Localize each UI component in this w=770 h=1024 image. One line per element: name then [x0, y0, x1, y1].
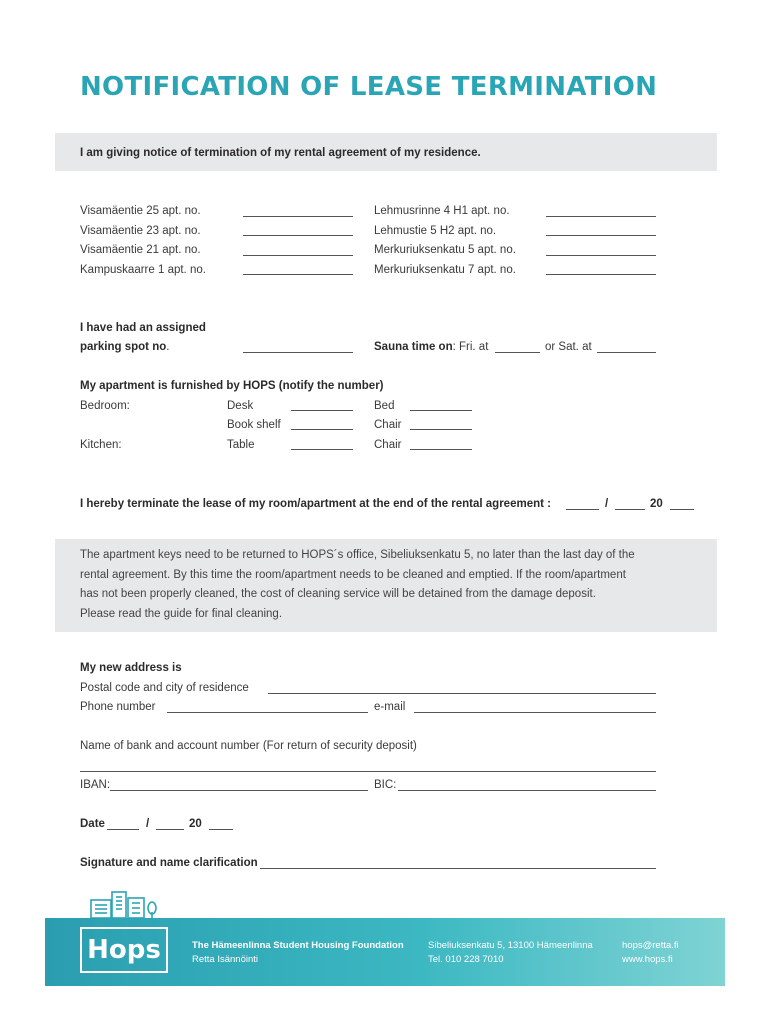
parking-spot-field[interactable] — [243, 352, 353, 353]
phone-field[interactable] — [167, 712, 368, 713]
intro-text: I am giving notice of termination of my rental agreement of my residence. — [80, 147, 481, 159]
sauna-label-bold: Sauna time on — [374, 341, 453, 353]
desk-count-field[interactable] — [291, 410, 353, 411]
email-field[interactable] — [414, 712, 656, 713]
parking-label-line1: I have had an assigned — [80, 322, 206, 334]
keys-line-2: rental agreement. By this time the room/apartment needs to be cleaned and emptied. If the room/apartment — [80, 568, 626, 581]
address-right-1: Lehmusrinne 4 H1 apt. no. — [374, 205, 510, 217]
address-right-4: Merkuriuksenkatu 7 apt. no. — [374, 264, 516, 276]
bookshelf-label: Book shelf — [227, 419, 281, 431]
address-right-3: Merkuriuksenkatu 5 apt. no. — [374, 244, 516, 256]
parking-label-line2 — [80, 340, 169, 354]
terminate-month-field[interactable] — [615, 509, 645, 510]
buildings-icon — [88, 888, 160, 918]
sauna-sat-label: or Sat. at — [545, 341, 592, 353]
apt-field-left-1[interactable] — [243, 216, 353, 217]
keys-line-4: Please read the guide for final cleaning. — [80, 607, 283, 620]
table-count-field[interactable] — [291, 449, 353, 450]
footer-tel: Tel. 010 228 7010 — [428, 954, 504, 965]
bank-field[interactable] — [80, 771, 656, 772]
bed-count-field[interactable] — [410, 410, 472, 411]
address-right-2: Lehmustie 5 H2 apt. no. — [374, 225, 497, 237]
apt-field-left-2[interactable] — [243, 235, 353, 236]
sauna-sat-field[interactable] — [597, 352, 656, 353]
terminate-day-field[interactable] — [566, 509, 599, 510]
apt-field-right-3[interactable] — [546, 255, 656, 256]
apt-field-left-4[interactable] — [243, 274, 353, 275]
sauna-label — [374, 340, 488, 354]
phone-label: Phone number — [80, 701, 156, 713]
chair-label-2: Chair — [374, 439, 402, 451]
desk-label: Desk — [227, 400, 254, 412]
footer-web-link[interactable]: www.hops.fi — [622, 954, 673, 965]
iban-field[interactable] — [110, 790, 368, 791]
keys-line-1: The apartment keys need to be returned to HOPS´s office, Sibeliuksenkatu 5, no later than the last day of the — [80, 549, 635, 561]
footer-email-link[interactable]: hops@retta.fi — [622, 940, 679, 951]
furnished-heading: My apartment is furnished by HOPS (notify the number) — [80, 380, 384, 392]
table-label: Table — [227, 439, 255, 451]
date-label: Date — [80, 818, 105, 830]
apt-field-right-4[interactable] — [546, 274, 656, 275]
keys-line-3: has not been properly cleaned, the cost of cleaning service will be detained from the damage deposit. — [80, 588, 596, 600]
chair-count-field-2[interactable] — [410, 449, 472, 450]
bank-label: Name of bank and account number (For return of security deposit) — [80, 740, 417, 752]
date-slash: / — [146, 818, 150, 830]
sauna-fri-label: : Fri. at — [452, 341, 489, 353]
footer-org: The Hämeenlinna Student Housing Foundation — [192, 940, 404, 951]
date-day-field[interactable] — [107, 829, 139, 830]
apt-field-left-3[interactable] — [243, 255, 353, 256]
postal-field[interactable] — [268, 693, 656, 694]
postal-label: Postal code and city of residence — [80, 682, 249, 694]
bookshelf-count-field[interactable] — [291, 429, 353, 430]
bic-field[interactable] — [398, 790, 656, 791]
address-left-2: Visamäentie 23 apt. no. — [80, 225, 201, 237]
date-year-prefix: 20 — [189, 818, 202, 830]
bic-label: BIC: — [374, 779, 397, 791]
address-left-4: Kampuskaarre 1 apt. no. — [80, 264, 206, 276]
keys-paragraph — [80, 546, 710, 624]
terminate-year-field[interactable] — [670, 509, 694, 510]
footer-address: Sibeliuksenkatu 5, 13100 Hämeenlinna — [428, 940, 593, 951]
iban-label: IBAN: — [80, 779, 111, 791]
email-label: e-mail — [374, 701, 406, 713]
parking-label-period: . — [166, 341, 170, 353]
date-year-field[interactable] — [209, 829, 233, 830]
apt-field-right-1[interactable] — [546, 216, 656, 217]
bed-label: Bed — [374, 400, 395, 412]
sauna-fri-field[interactable] — [495, 352, 540, 353]
address-left-1: Visamäentie 25 apt. no. — [80, 205, 201, 217]
footer-org-sub: Retta Isännöinti — [192, 954, 259, 965]
kitchen-label: Kitchen: — [80, 439, 122, 451]
date-month-field[interactable] — [156, 829, 184, 830]
page-title: NOTIFICATION OF LEASE TERMINATION — [80, 72, 658, 102]
address-left-3: Visamäentie 21 apt. no. — [80, 244, 201, 256]
apt-field-right-2[interactable] — [546, 235, 656, 236]
chair-count-field-1[interactable] — [410, 429, 472, 430]
hops-logo: Hops — [80, 927, 168, 973]
chair-label-1: Chair — [374, 419, 402, 431]
terminate-year-prefix: 20 — [650, 498, 663, 510]
parking-label-bold: parking spot no — [80, 341, 167, 353]
signature-label: Signature and name clarification — [80, 857, 258, 869]
terminate-slash: / — [605, 498, 609, 510]
signature-field[interactable] — [260, 868, 656, 869]
terminate-text: I hereby terminate the lease of my room/apartment at the end of the rental agreement : — [80, 498, 551, 510]
bedroom-label: Bedroom: — [80, 400, 130, 412]
new-address-heading: My new address is — [80, 662, 182, 674]
